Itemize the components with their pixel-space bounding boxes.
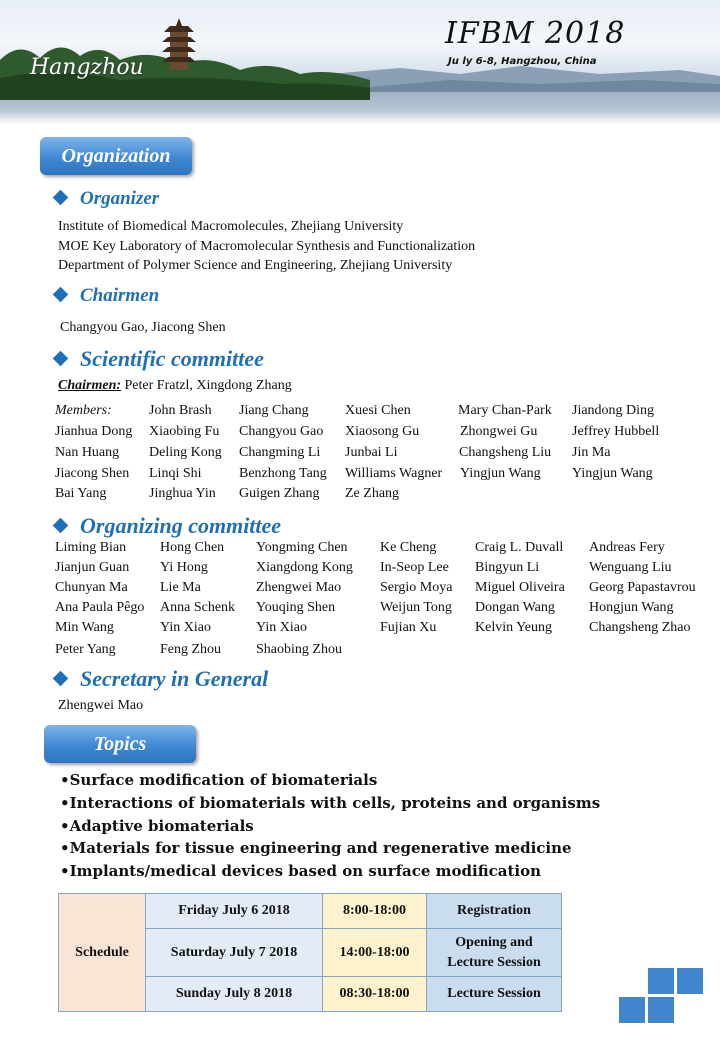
member-name: John Brash — [149, 403, 212, 418]
member-name: Jianhua Dong — [55, 424, 133, 439]
member-name: Zhengwei Mao — [256, 580, 342, 595]
member-name: Zhongwei Gu — [460, 424, 538, 439]
schedule-table — [58, 893, 562, 1012]
organizing-committee-heading-text: Organizing committee — [80, 513, 282, 538]
member-name: Yingjun Wang — [460, 466, 541, 481]
schedule-date: Friday July 6 2018 — [146, 894, 323, 929]
member-name: Williams Wagner — [345, 466, 443, 481]
members-label: Members: — [55, 403, 112, 418]
member-name: Andreas Fery — [589, 540, 665, 555]
member-name: Yin Xiao — [256, 620, 307, 635]
member-name: Deling Kong — [149, 445, 222, 460]
organizer-line-2: MOE Key Laboratory of Macromolecular Synthesis and Functionalization — [58, 239, 476, 254]
member-name: Yingjun Wang — [572, 466, 653, 481]
chairmen-heading — [55, 285, 159, 307]
diamond-bullet-icon — [53, 190, 69, 206]
member-name: Xiangdong Kong — [256, 560, 353, 575]
member-name: Jiang Chang — [239, 403, 309, 418]
organizer-heading — [55, 188, 159, 210]
member-name: Linqi Shi — [149, 466, 202, 481]
scientific-chairmen-label: Chairmen: — [58, 378, 122, 393]
organizing-committee-heading — [55, 513, 281, 539]
member-name: Benzhong Tang — [239, 466, 327, 481]
member-name: Changyou Gao — [239, 424, 324, 439]
corner-square-decoration — [619, 997, 645, 1023]
member-name: Shaobing Zhou — [256, 642, 342, 657]
city-label: Hangzhou — [30, 55, 144, 80]
organization-pill: Organization — [40, 137, 192, 175]
member-name: Hongjun Wang — [589, 600, 674, 615]
member-name: Liming Bian — [55, 540, 127, 555]
banner-fade — [0, 111, 720, 125]
member-name: Bai Yang — [55, 486, 107, 501]
member-name: Bingyun Li — [475, 560, 540, 575]
member-name: Mary Chan-Park — [458, 403, 552, 418]
member-name: Guigen Zhang — [239, 486, 320, 501]
schedule-date: Saturday July 7 2018 — [146, 929, 323, 977]
member-name: Sergio Moya — [380, 580, 453, 595]
topic-item: •Surface modification of biomaterials — [60, 771, 378, 789]
member-name: Min Wang — [55, 620, 114, 635]
diamond-bullet-icon — [53, 287, 69, 303]
chairmen-heading-text: Chairmen — [80, 285, 160, 306]
member-name: Fujian Xu — [380, 620, 437, 635]
member-name: Jianjun Guan — [55, 560, 130, 575]
scientific-chairmen-names: Peter Fratzl, Xingdong Zhang — [124, 378, 292, 393]
topic-item: •Implants/medical devices based on surface modification — [60, 862, 542, 880]
member-name: Ana Paula Pêgo — [55, 600, 145, 615]
member-name: Yongming Chen — [256, 540, 348, 555]
organizer-line-1: Institute of Biomedical Macromolecules, Zhejiang University — [58, 219, 404, 234]
schedule-date: Sunday July 8 2018 — [146, 977, 323, 1012]
member-name: Junbai Li — [345, 445, 398, 460]
member-name: Nan Huang — [55, 445, 120, 460]
conference-dates: Ju ly 6-8, Hangzhou, China — [448, 56, 597, 67]
secretary-heading — [55, 666, 268, 692]
organizer-line-3: Department of Polymer Science and Engineering, Zhejiang University — [58, 258, 453, 273]
member-name: Xiaobing Fu — [149, 424, 220, 439]
member-name: Jinghua Yin — [149, 486, 216, 501]
corner-square-decoration — [648, 968, 674, 994]
corner-square-decoration — [648, 997, 674, 1023]
diamond-bullet-icon — [53, 351, 69, 367]
member-name: Changsheng Zhao — [589, 620, 691, 635]
member-name: Xiaosong Gu — [345, 424, 420, 439]
schedule-label: Schedule — [59, 894, 146, 1012]
secretary-name: Zhengwei Mao — [58, 698, 144, 713]
schedule-event: Opening and Lecture Session — [427, 929, 562, 977]
topic-item: •Adaptive biomaterials — [60, 817, 254, 835]
schedule-time: 14:00-18:00 — [323, 929, 427, 977]
member-name: Anna Schenk — [160, 600, 236, 615]
scientific-committee-heading-text: Scientific committee — [80, 346, 264, 371]
member-name: Kelvin Yeung — [475, 620, 553, 635]
pagoda-image — [160, 18, 198, 73]
chairmen-names: Changyou Gao, Jiacong Shen — [60, 320, 226, 335]
member-name: Yin Xiao — [160, 620, 211, 635]
member-name: Ke Cheng — [380, 540, 437, 555]
member-name: Jiandong Ding — [572, 403, 655, 418]
schedule-time: 08:30-18:00 — [323, 977, 427, 1012]
member-name: Lie Ma — [160, 580, 201, 595]
schedule-event: Lecture Session — [427, 977, 562, 1012]
member-name: Hong Chen — [160, 540, 225, 555]
member-name: Wenguang Liu — [589, 560, 672, 575]
member-name: Peter Yang — [55, 642, 116, 657]
member-name: In-Seop Lee — [380, 560, 449, 575]
secretary-heading-text: Secretary in General — [80, 666, 269, 691]
scientific-committee-heading — [55, 346, 264, 372]
organizer-heading-text: Organizer — [80, 188, 160, 209]
schedule-time: 8:00-18:00 — [323, 894, 427, 929]
member-name: Changming Li — [239, 445, 321, 460]
member-name: Youqing Shen — [256, 600, 336, 615]
member-name: Ze Zhang — [345, 486, 400, 501]
member-name: Miguel Oliveira — [475, 580, 565, 595]
member-name: Weijun Tong — [380, 600, 452, 615]
diamond-bullet-icon — [53, 671, 69, 687]
corner-square-decoration — [677, 968, 703, 994]
schedule-event: Registration — [427, 894, 562, 929]
member-name: Chunyan Ma — [55, 580, 128, 595]
member-name: Xuesi Chen — [345, 403, 411, 418]
member-name: Yi Hong — [160, 560, 208, 575]
member-name: Feng Zhou — [160, 642, 222, 657]
conference-title: IFBM 2018 — [445, 16, 626, 51]
scientific-chairmen — [58, 378, 292, 394]
topic-item: •Materials for tissue engineering and regenerative medicine — [60, 839, 572, 857]
member-name: Changsheng Liu — [459, 445, 552, 460]
topic-item: •Interactions of biomaterials with cells, proteins and organisms — [60, 794, 601, 812]
member-name: Craig L. Duvall — [475, 540, 564, 555]
member-name: Jeffrey Hubbell — [572, 424, 660, 439]
member-name: Dongan Wang — [475, 600, 555, 615]
topics-pill: Topics — [44, 725, 196, 763]
member-name: Jiacong Shen — [55, 466, 130, 481]
member-name: Georg Papastavrou — [589, 580, 696, 595]
member-name: Jin Ma — [572, 445, 611, 460]
diamond-bullet-icon — [53, 518, 69, 534]
